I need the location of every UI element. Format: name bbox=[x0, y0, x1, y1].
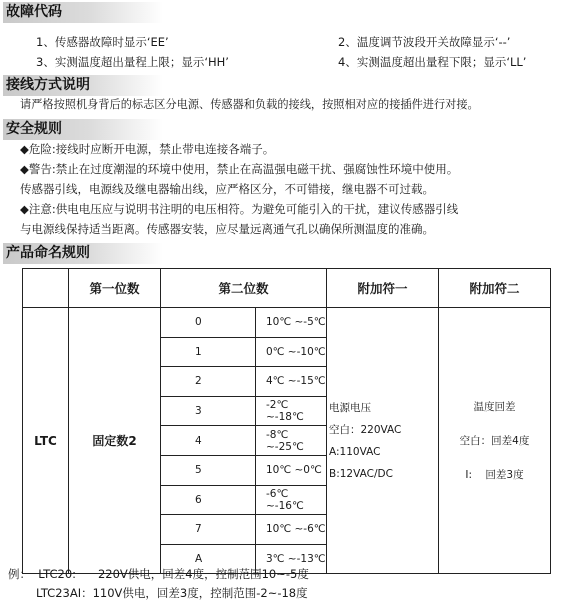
suffix-1-title: 电源电压 bbox=[329, 401, 371, 414]
safety-line: ◆警告:禁止在过度潮湿的环境中使用，禁止在高温强电磁干扰、强腐蚀性环境中使用。 bbox=[20, 162, 459, 176]
digit-code: 2 bbox=[161, 367, 256, 397]
suffix-2-option: I: 回差3度 bbox=[465, 468, 524, 481]
suffix-1-cell bbox=[327, 308, 439, 574]
temperature-range: 0℃ ~-10℃ bbox=[256, 337, 327, 367]
temperature-range: -6℃ ~-16℃ bbox=[256, 485, 327, 515]
safety-line: ◆注意:供电电压应与说明书注明的电压相符。为避免可能引入的干扰，建议传感器引线 bbox=[20, 202, 459, 216]
suffix-2-option: 空白：回差4度 bbox=[459, 434, 530, 447]
section-heading-safety: 安全规则 bbox=[3, 119, 163, 140]
fault-code-item: 1、传感器故障时显示‘EE’ bbox=[36, 35, 169, 49]
naming-rules-table bbox=[22, 268, 551, 574]
temperature-range: -2℃ ~-18℃ bbox=[256, 396, 327, 426]
suffix-1-option: A:110VAC bbox=[329, 445, 381, 458]
section-heading-wiring: 接线方式说明 bbox=[3, 75, 163, 96]
temperature-range: 10℃ ~0℃ bbox=[256, 455, 327, 485]
suffix-2-cell bbox=[439, 308, 551, 574]
safety-line: 传感器引线，电源线及继电器输出线，应严格区分，不可错接，继电器不可过载。 bbox=[20, 182, 434, 196]
table-header-first-digit: 第一位数 bbox=[69, 269, 161, 308]
second-digit-cell bbox=[161, 308, 327, 574]
model-cell: LTC bbox=[23, 308, 69, 574]
temperature-range: 4℃ ~-15℃ bbox=[256, 367, 327, 397]
table-header-suffix-2: 附加符二 bbox=[439, 269, 551, 308]
digit-code: 6 bbox=[161, 485, 256, 515]
table-header-second-digit: 第二位数 bbox=[161, 269, 327, 308]
digit-code: 4 bbox=[161, 426, 256, 456]
fault-code-item: 3、实测温度超出量程上限；显示‘HH’ bbox=[36, 55, 229, 69]
suffix-1-option: B:12VAC/DC bbox=[329, 467, 393, 480]
digit-code: 3 bbox=[161, 396, 256, 426]
safety-line: ◆危险:接线时应断开电源，禁止带电连接各端子。 bbox=[20, 142, 275, 156]
digit-code: 7 bbox=[161, 515, 256, 545]
temperature-range: 10℃ ~-5℃ bbox=[256, 308, 327, 337]
suffix-2-title: 温度回差 bbox=[473, 400, 516, 413]
temperature-range: 3℃ ~-13℃ bbox=[256, 544, 327, 573]
table-header-suffix-1: 附加符一 bbox=[327, 269, 439, 308]
table-header-blank bbox=[23, 269, 69, 308]
section-heading-fault-codes: 故障代码 bbox=[3, 2, 163, 23]
temperature-range: 10℃ ~-6℃ bbox=[256, 515, 327, 545]
wiring-description: 请严格按照机身背后的标志区分电源、传感器和负载的接线，按照相对应的接插件进行对接。 bbox=[20, 98, 479, 111]
digit-code: 1 bbox=[161, 337, 256, 367]
temperature-range: -8℃ ~-25℃ bbox=[256, 426, 327, 456]
fault-code-item: 2、温度调节波段开关故障显示‘--’ bbox=[338, 35, 511, 49]
example-line: LTC23AI：110V供电，回差3度，控制范围-2~-18度 bbox=[36, 586, 308, 600]
example-line: 例： LTC20: 220V供电，回差4度，控制范围10~-5度 bbox=[8, 567, 309, 581]
suffix-1-option: 空白：220VAC bbox=[329, 423, 402, 436]
fault-code-item: 4、实测温度超出量程下限；显示‘LL’ bbox=[338, 55, 527, 69]
digit-code: A bbox=[161, 544, 256, 573]
safety-line: 与电源线保持适当距离。传感器安装，应尽量远离通气孔以确保所测温度的准确。 bbox=[20, 222, 434, 236]
second-digit-subtable bbox=[161, 308, 326, 573]
first-digit-cell: 固定数2 bbox=[69, 308, 161, 574]
digit-code: 0 bbox=[195, 316, 202, 329]
digit-code: 5 bbox=[161, 455, 256, 485]
section-heading-naming: 产品命名规则 bbox=[3, 243, 163, 264]
